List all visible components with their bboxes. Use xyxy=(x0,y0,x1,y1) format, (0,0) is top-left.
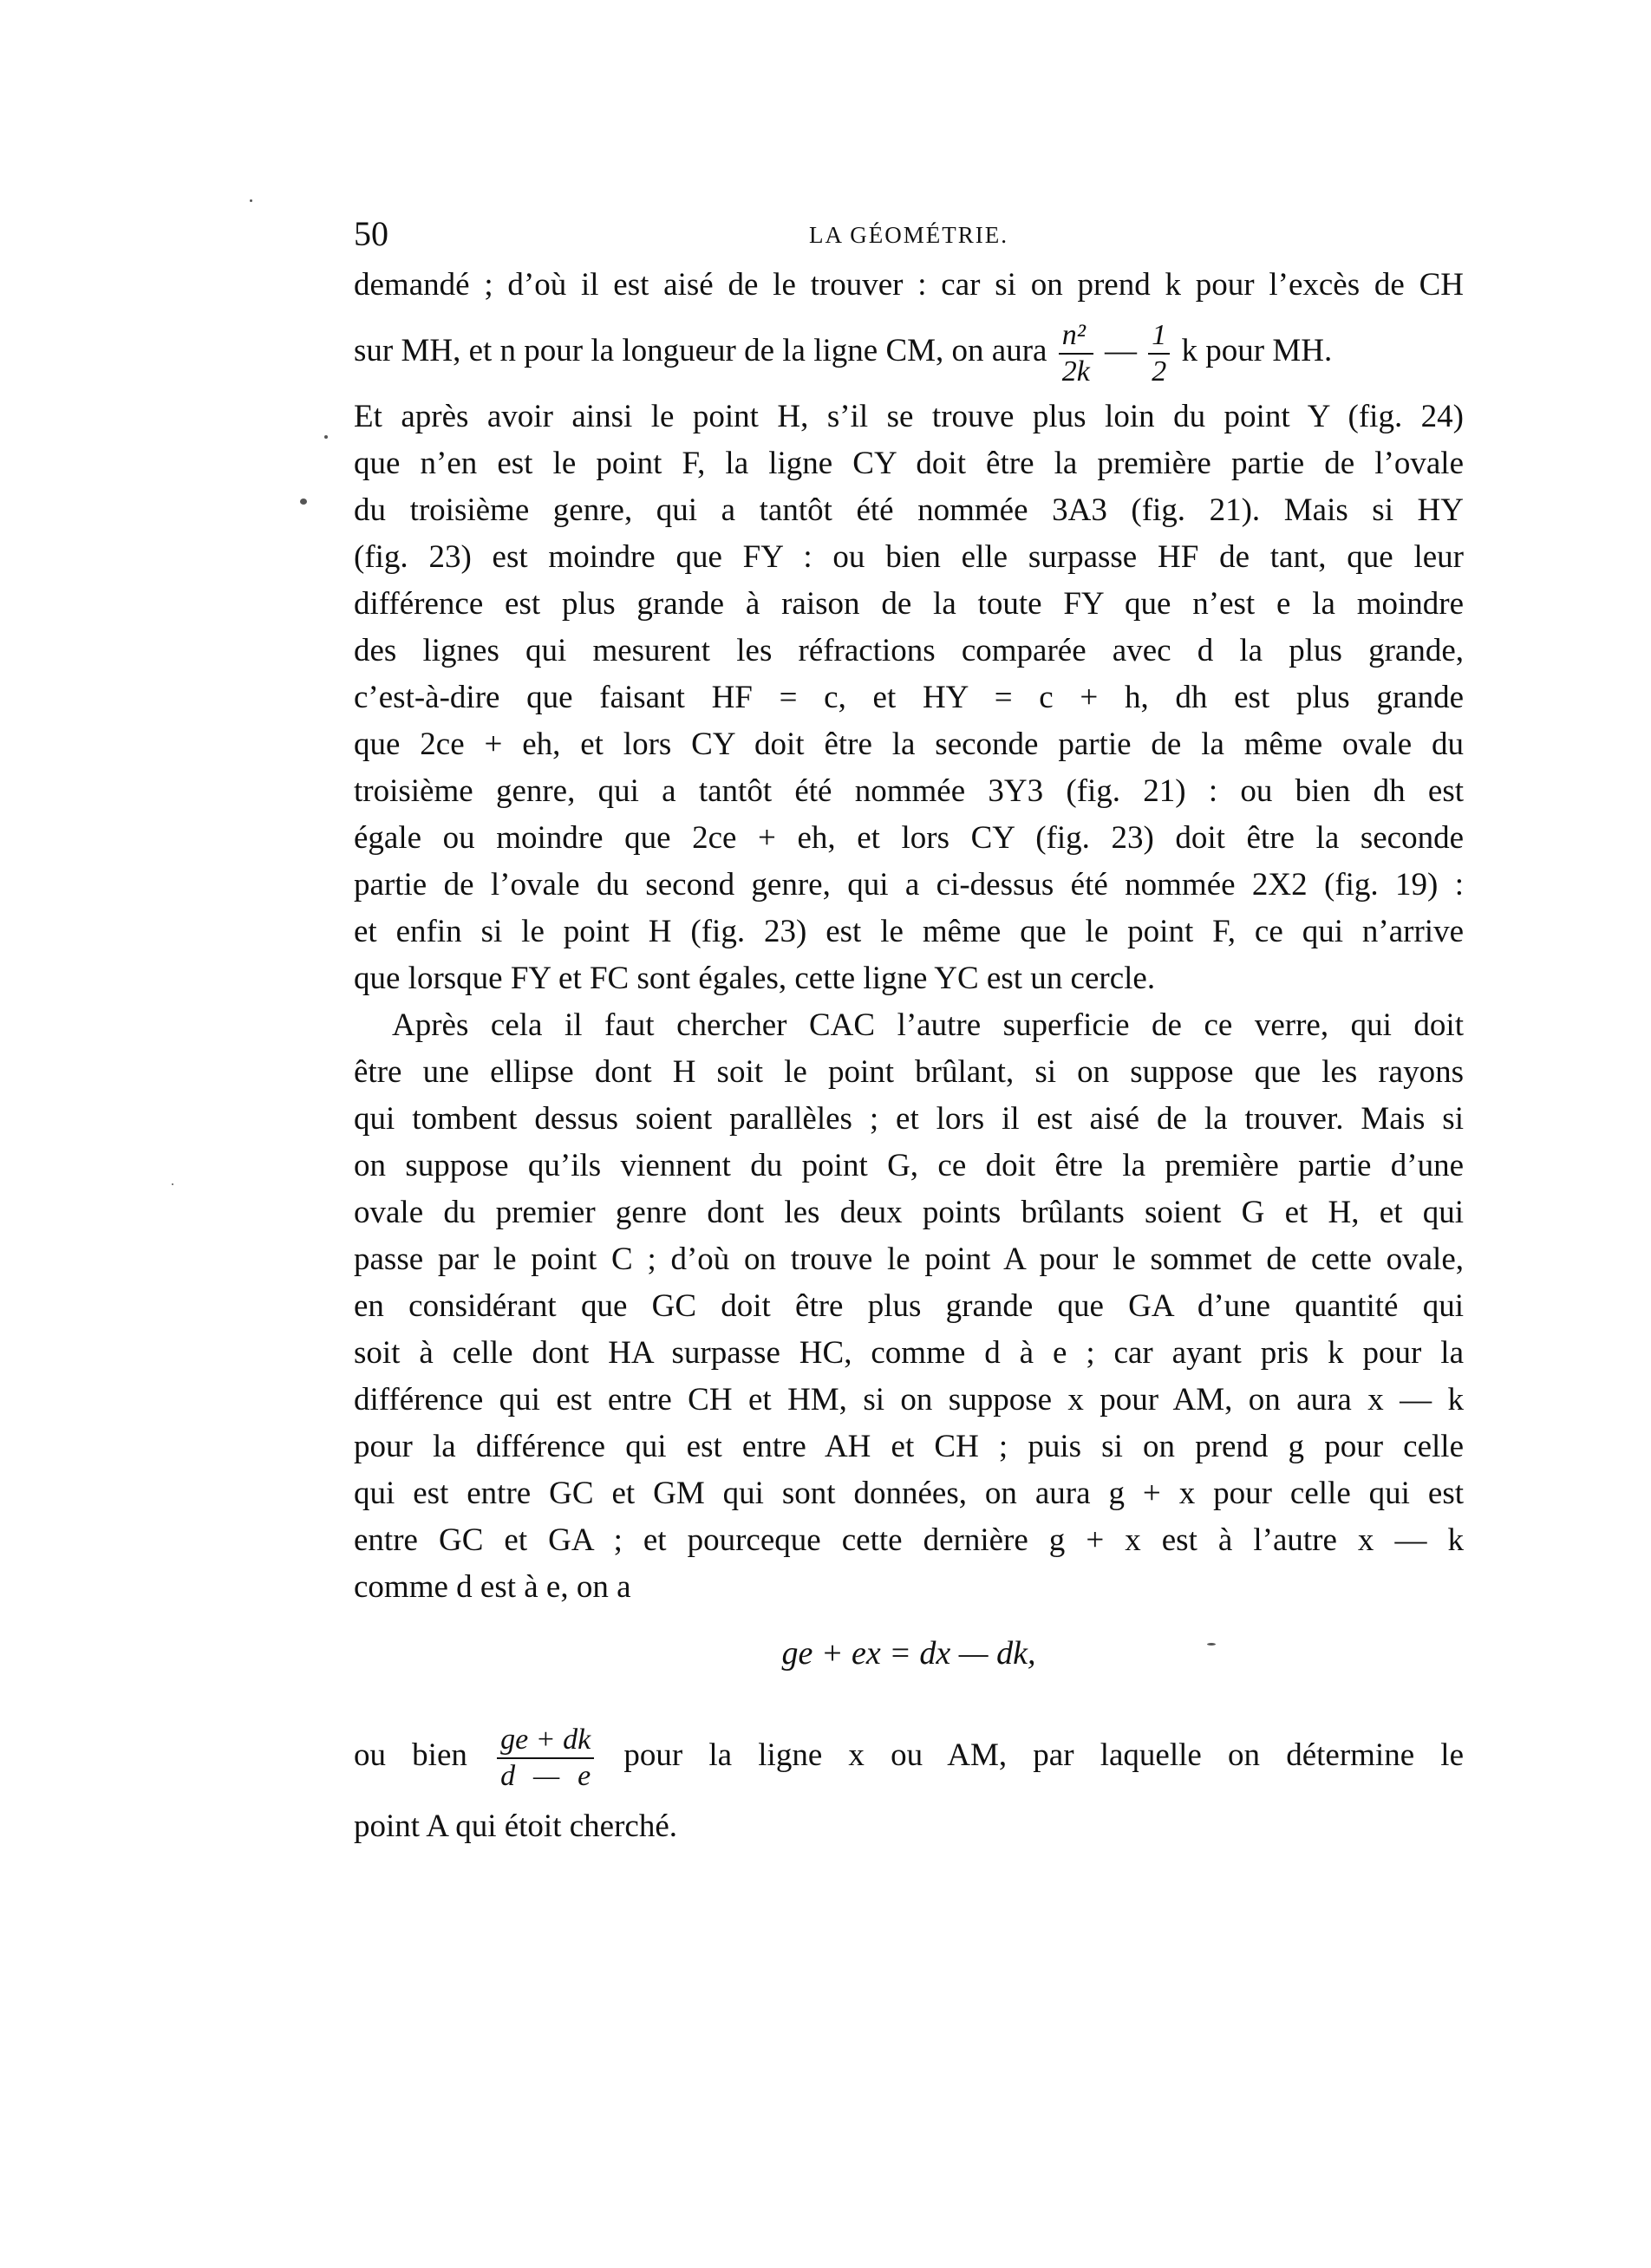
page-header xyxy=(354,213,1464,262)
text-line: soit à celle dont HA surpasse HC, comme d à e ; car ayant pris k pour la xyxy=(354,1335,1464,1371)
text-segment: pour la ligne x ou AM, par laquelle on détermine le xyxy=(623,1737,1465,1773)
paragraph-2 xyxy=(354,1002,1464,1611)
text-line: troisième genre, qui a tantôt été nommée 3Y3 (fig. 21) : ou bien dh est xyxy=(354,773,1464,809)
text-line: partie de l’ovale du second genre, qui a ci-dessus été nommée 2X2 (fig. 19) : xyxy=(354,867,1464,903)
text-line: pour la différence qui est entre AH et CH ; puis si on prend g pour celle xyxy=(354,1429,1464,1464)
ink-speck xyxy=(300,499,307,505)
fraction-denominator: d — e xyxy=(500,1759,591,1792)
fraction-denominator: 2k xyxy=(1061,355,1090,388)
text-line: être une ellipse dont H soit le point brûlant, si on suppose que les rayons xyxy=(354,1054,1464,1090)
fraction-denominator: 2 xyxy=(1152,355,1167,388)
display-equation: ge + ex = dx — dk, xyxy=(781,1635,1036,1672)
text-line: on suppose qu’ils viennent du point G, ce doit être la première partie d’une xyxy=(354,1148,1464,1183)
text-line: Et après avoir ainsi le point H, s’il se trouve plus loin du point Y (fig. 24) xyxy=(354,399,1464,434)
text-line: que n’en est le point F, la ligne CY doit être la première partie de l’ovale xyxy=(354,446,1464,481)
text-line: point A qui étoit cherché. xyxy=(354,1809,677,1844)
text-line: entre GC et GA ; et pourceque cette dernière g + x est à l’autre x — k xyxy=(354,1522,1464,1558)
text-line-with-fraction xyxy=(354,309,1464,394)
text-line: du troisième genre, qui a tantôt été nommée 3A3 (fig. 21). Mais si HY xyxy=(354,492,1464,528)
fraction-numerator: n² xyxy=(1059,321,1093,355)
text-line: différence qui est entre CH et HM, si on suppose x pour AM, on aura x — k xyxy=(354,1382,1464,1418)
fraction-n2-over-2k xyxy=(1059,318,1093,388)
text-line: passe par le point C ; d’où on trouve le point A pour le sommet de cette ovale, xyxy=(354,1242,1464,1277)
text-segment: ou bien xyxy=(354,1737,467,1773)
text-segment: sur MH, et n pour la longueur de la ligne CM, on aura xyxy=(354,333,1047,368)
running-title: LA GÉOMÉTRIE. xyxy=(809,222,1008,248)
paragraph-1 xyxy=(354,262,1464,1002)
ink-speck xyxy=(324,435,328,439)
final-paragraph xyxy=(354,1708,1464,1850)
text-line: c’est-à-dire que faisant HF = c, et HY = c + h, dh est plus grande xyxy=(354,680,1464,715)
text-line: que lorsque FY et FC sont égales, cette ligne YC est un cercle. xyxy=(354,961,1156,996)
text-line: comme d est à e, on a xyxy=(354,1569,631,1605)
minus-sign: — xyxy=(1105,333,1138,368)
text-line: Après cela il faut chercher CAC l’autre superficie de ce verre, qui doit xyxy=(392,1007,1464,1043)
text-segment: k pour MH. xyxy=(1181,333,1333,368)
fraction-ge-dk-over-d-e xyxy=(497,1725,594,1791)
text-line-with-fraction xyxy=(354,1708,1464,1803)
text-line: qui est entre GC et GM qui sont données, on aura g + x pour celle qui est xyxy=(354,1476,1464,1511)
text-line: (fig. 23) est moindre que FY : ou bien elle surpasse HF de tant, que leur xyxy=(354,539,1464,575)
ink-speck xyxy=(172,1183,173,1185)
text-line: égale ou moindre que 2ce + eh, et lors CY (fig. 23) doit être la seconde xyxy=(354,820,1464,856)
body-text xyxy=(354,262,1464,1611)
text-line: que 2ce + eh, et lors CY doit être la seconde partie de la même ovale du xyxy=(354,727,1464,762)
text-line: qui tombent dessus soient parallèles ; et lors il est aisé de la trouver. Mais si xyxy=(354,1101,1464,1137)
ink-speck xyxy=(1207,1643,1216,1646)
page-number: 50 xyxy=(354,214,388,253)
ink-speck xyxy=(250,199,252,202)
fraction-one-half xyxy=(1148,318,1170,388)
fraction-numerator: ge + dk xyxy=(497,1725,594,1759)
text-line: demandé ; d’où il est aisé de le trouver : car si on prend k pour l’excès de CH xyxy=(354,267,1464,303)
text-line: ovale du premier genre dont les deux points brûlants soient G et H, et qui xyxy=(354,1195,1464,1230)
text-line: des lignes qui mesurent les réfractions comparée avec d la plus grande, xyxy=(354,633,1464,668)
text-line: et enfin si le point H (fig. 23) est le même que le point F, ce qui n’arrive xyxy=(354,914,1464,949)
text-line: différence est plus grande à raison de la toute FY que n’est e la moindre xyxy=(354,586,1464,622)
fraction-numerator: 1 xyxy=(1148,321,1170,355)
text-line: en considérant que GC doit être plus grande que GA d’une quantité qui xyxy=(354,1288,1464,1324)
